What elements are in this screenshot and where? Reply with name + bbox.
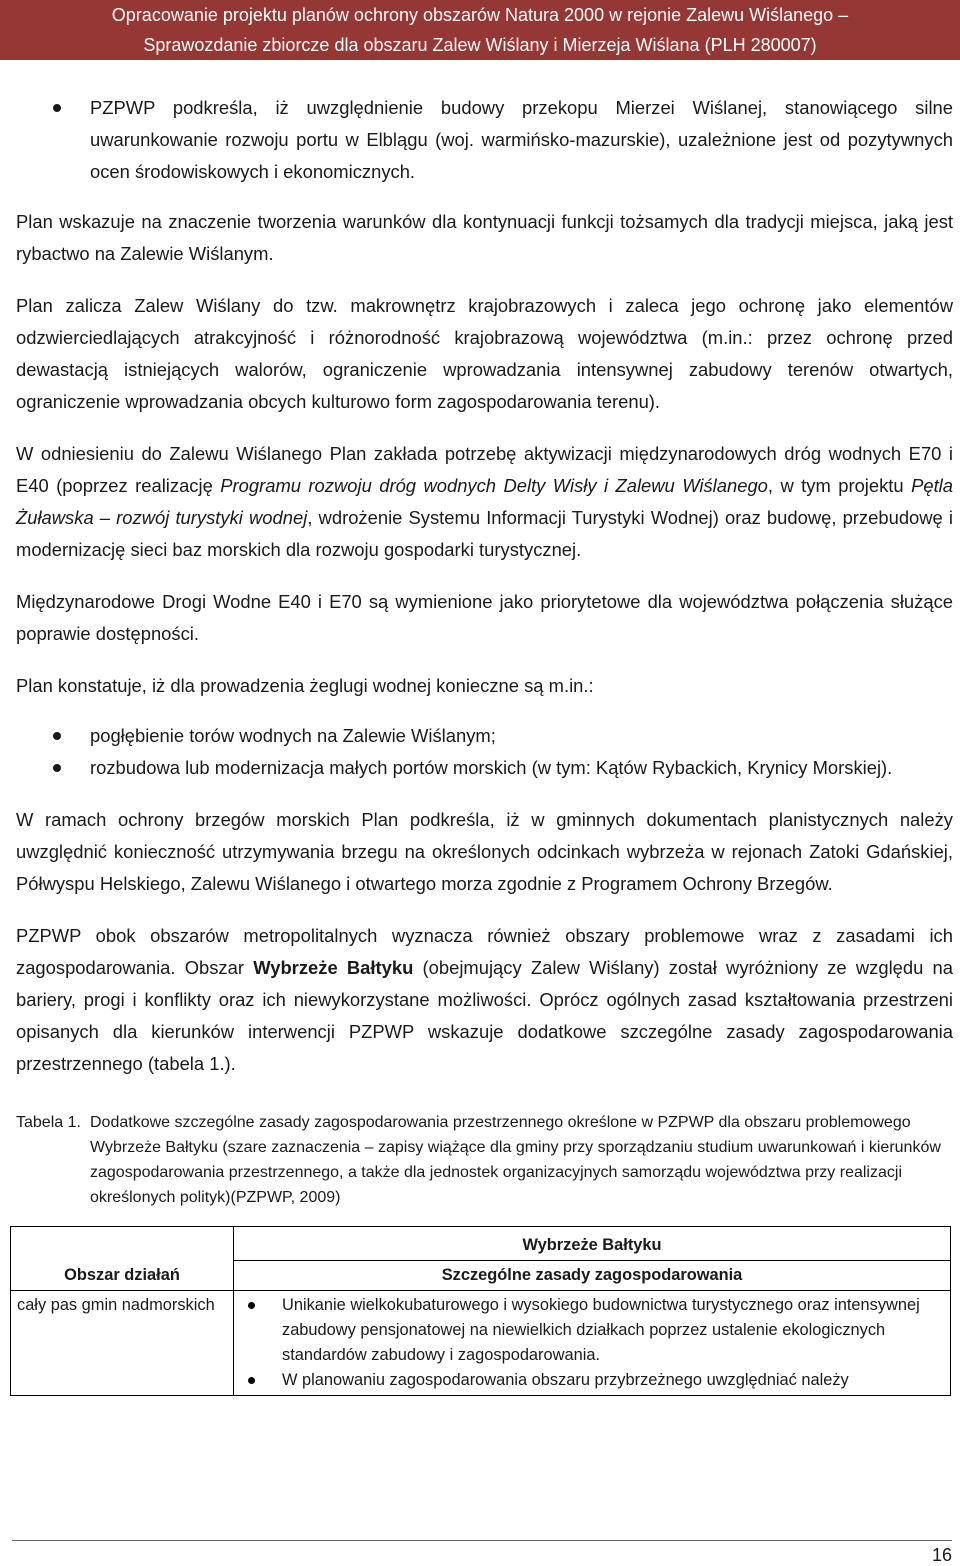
area-name: Wybrzeże Bałtyku (253, 957, 414, 978)
caption-number: Tabela 1. (16, 1114, 81, 1131)
cell-area: cały pas gmin nadmorskich (11, 1291, 234, 1396)
text-run: , wdrożenie Systemu Informacji Turystyki Wodnej) oraz budowę, przebudowę i modernizację sieci baz morskich dla rozwoju gospodarki turystycznej. (16, 507, 954, 560)
rules-list (240, 1293, 944, 1393)
rules-table (10, 1226, 951, 1396)
text-run: W odniesieniu do Zalewu Wiślanego Plan zakłada potrzebę aktywizacji międzynarodowych dróg wodnych E70 i E40 (poprzez realizację (16, 443, 953, 496)
list-item: Unikanie wielkokubaturowego i wysokiego budownictwa turystycznego oraz intensywnej zabudowy pensjonatowej na niewielkich działkach poprzez ustalenie ekologicznych standardów zabudowy i zagospodarowania. (240, 1293, 944, 1368)
paragraph-priority: Międzynarodowe Drogi Wodne E40 i E70 są wymienione jako priorytetowe dla województwa połączenia służące poprawie dostępności. (16, 591, 953, 644)
text-run: (obejmujący Zalew Wiślany) został wyróżniony ze względu na bariery, progi i konflikty oraz ich niewykorzystane możliwości. Oprócz ogólnych zasad kształtowania przestrzeni opisanych dla kierunków interwencji PZPWP wskazuje dodatkowe szczególne zasady zagospodarowania przestrzennego (tabela 1.). (16, 957, 953, 1074)
column-header-area: Obszar działań (11, 1261, 234, 1291)
table-row (11, 1227, 951, 1261)
document-header (0, 0, 960, 60)
table-caption (16, 1110, 953, 1210)
list-item: rozbudowa lub modernizacja małych portów morskich (w tym: Kątów Rybackich, Krynicy Morskiej). (16, 752, 953, 784)
paragraph-landscape: Plan zalicza Zalew Wiślany do tzw. makrownętrz krajobrazowych i zaleca jego ochronę jako elementów odzwierciedlających atrakcyjność i różnorodność krajobrazową województwa (m.in.: przez ochronę przed dewastacją istniejących walorów, ograniczenie wprowadzania intensywnej zabudowy terenów otwartych, ograniczenie wprowadzania obcych kulturowo form zagospodarowania terenu). (16, 295, 953, 412)
page-number: 16 (12, 1540, 952, 1566)
bullet-list-top (16, 92, 953, 188)
table-title: Wybrzeże Bałtyku (234, 1227, 951, 1261)
header-line-1: Opracowanie projektu planów ochrony obszarów Natura 2000 w rejonie Zalewu Wiślanego – (111, 5, 849, 25)
column-header-rules: Szczególne zasady zagospodarowania (234, 1261, 951, 1291)
list-item: pogłębienie torów wodnych na Zalewie Wiślanym; (16, 720, 953, 752)
paragraph-navigation: Plan konstatuje, iż dla prowadzenia żeglugi wodnej konieczne są m.in.: (16, 675, 594, 696)
paragraph-problem-areas (16, 920, 953, 1080)
table-header-empty (11, 1227, 234, 1261)
caption-text: Dodatkowe szczególne zasady zagospodarowania przestrzennego określone w PZPWP dla obszaru problemowego Wybrzeże Bałtyku (szare zaznaczenia – zapisy wiążące dla gminy przy sporządzaniu studium uwarunkowań i kierunków zagospodarowania przestrzennego, a także dla jednostek organizacyjnych samorządu województwa przy realizacji określonych polityk)(PZPWP, 2009) (90, 1114, 941, 1206)
text-run: , w tym projektu (767, 475, 912, 496)
cell-rules (234, 1291, 951, 1396)
header-line-2: Sprawozdanie zbiorcze dla obszaru Zalew Wiślany i Mierzeja Wiślana (PLH 280007) (143, 35, 817, 55)
table-row (11, 1261, 951, 1291)
list-item: W planowaniu zagospodarowania obszaru przybrzeżnego uwzględniać należy (240, 1368, 944, 1393)
text-run: PZPWP obok obszarów metropolitalnych wyznacza również obszary problemowe wraz z zasadami ich zagospodarowania. Obszar (16, 925, 953, 978)
paragraph-waterways (16, 438, 953, 566)
paragraph-fishery: Plan wskazuje na znaczenie tworzenia warunków dla kontynuacji funkcji tożsamych dla tradycji miejsca, jaką jest rybactwo na Zalewie Wiślanym. (16, 211, 953, 264)
list-item: PZPWP podkreśla, iż uwzględnienie budowy przekopu Mierzei Wiślanej, stanowiącego silne uwarunkowanie rozwoju portu w Elblągu (woj. warmińsko-mazurskie), uzależnione jest od pozytywnych ocen środowiskowych i ekonomicznych. (16, 92, 953, 188)
project-title: Pętla Żuławska – rozwój turystyki wodnej (16, 475, 953, 528)
table-row (11, 1291, 951, 1396)
bullet-list-navigation (16, 720, 953, 784)
paragraph-coast-protection: W ramach ochrony brzegów morskich Plan podkreśla, iż w gminnych dokumentach planistycznych należy uwzględnić konieczność utrzymywania brzegu na określonych odcinkach wybrzeża w rejonach Zatoki Gdańskiej, Półwyspu Helskiego, Zalewu Wiślanego i otwartego morza zgodnie z Programem Ochrony Brzegów. (16, 809, 953, 894)
program-title: Programu rozwoju dróg wodnych Delty Wisły i Zalewu Wiślanego (220, 475, 768, 496)
document-body (16, 92, 953, 1396)
